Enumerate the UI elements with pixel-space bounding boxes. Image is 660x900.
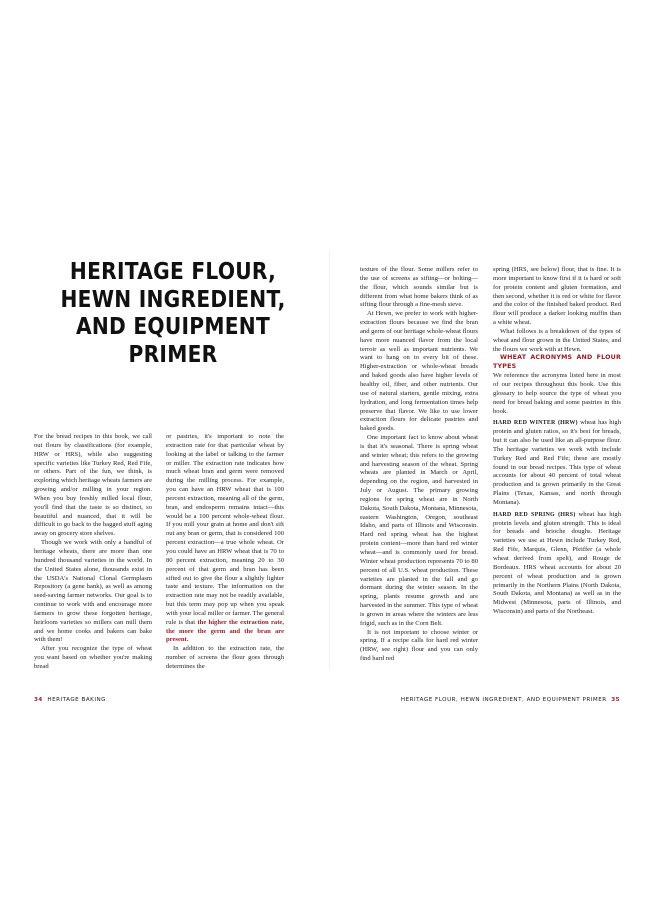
body-column-1 — [34, 433, 152, 681]
section-subhead: WHEAT ACRONYMS AND FLOUR TYPES — [493, 354, 621, 371]
paragraph: spring (HRS, see below) flour, that is fine. It is more important to know first if it is hard or soft for protein content and gluten formation, and then second, whether it is red or white for flavor and the color of the finished baked product. Red flour will produce a darker looking muffin than a white wheat. — [493, 266, 621, 327]
title-line: PRIMER — [128, 339, 218, 368]
glossary-entry-hrw — [493, 419, 621, 507]
page-number: 34 — [34, 697, 43, 703]
paragraph: At Hewn, we prefer to work with higher-extraction flours because we find the bran and germ of our heritage whole-wheat flours have more nuanced flavor from the local terroir as well as important nutrients. We want to hang on to every bit of these. Higher-extraction or whole-wheat breads and baked goods also have higher levels of healthy oil, fiber, and other nutrients. Our use of natural starters, gentle mixing, extra hydration, and long fermentation times help preserve that flavor. We like to use lower extraction flours for delicate pastries and baked goods. — [360, 310, 478, 433]
paragraph — [166, 433, 284, 645]
running-head: HERITAGE FLOUR, HEWN INGREDIENT, AND EQUIPMENT PRIMER — [400, 697, 607, 703]
glossary-text: wheat has high protein levels and gluten strength. This is ideal for breads and brioche doughs. Heritage varieties we use at Hewn include Turkey Red, Red Fife, Marquis, Glenn, Pfeiffer (a whole wheat derived from spelt), and Rouge de Bordeaux. HRS wheat accounts for about 20 percent of wheat production and is grown primarily in the Northern Plains (North Dakota, South Dakota, and Montana) as well as in the Midwest (Minnesota, parts of Illinois, and Wisconsin) and parts of the Northeast. — [493, 510, 621, 616]
title-line: AND EQUIPMENT — [75, 312, 271, 340]
body-column-4 — [493, 266, 621, 681]
title-line: HERITAGE FLOUR, — [69, 257, 277, 285]
paragraph: What follows is a breakdown of the types of wheat and flour grown in the United States, and the flours we work with at Hewn. — [493, 327, 621, 353]
paragraph: Though we work with only a handful of heritage wheats, there are more than one hundred thousand varieties in the world. In the United States alone, thousands exist in the USDA's National Clonal Germplasm Repository (a gene bank), as well as among seed-saving farmer networks. Our goal is to continue to work with and encourage more farmers to grow these forgotten heritage, heirloom varieties so millers can mill them and we home cooks and bakers can bake with them! — [34, 539, 152, 644]
highlighted-rule: the higher the extraction rate, the more the germ and the bran are present. — [166, 618, 284, 644]
paragraph: After you recognize the type of wheat you want based on whether you're making bread — [34, 645, 152, 670]
paragraph: texture of the flour. Some millers refer to the use of screens as sifting—or bolting—the flour, which sounds similar but is different from what home bakers think of as sifting flour through a fine-mesh sieve. — [360, 266, 478, 309]
paragraph: It is not important to choose winter or spring. If a recipe calls for hard red winter (HRW, see right) flour and you can only find hard red — [360, 628, 478, 663]
body-column-3 — [360, 266, 478, 681]
paragraph: We reference the acronyms listed here in most of our recipes throughout this book. Use this glossary to help source the type of wheat you need for bread baking and some pastries in this book. — [493, 372, 621, 415]
glossary-term: HARD RED SPRING (HRS) — [493, 511, 576, 518]
glossary-term: HARD RED WINTER (HRW) — [493, 420, 578, 427]
folio-left — [34, 697, 106, 703]
paragraph: For the bread recipes in this book, we call out flours by classifications (for example, HRW or HRS), while also suggesting specific varieties like Turkey Red, Red Fife, or others. Part of the fun, we think, is exploring which heritage wheats farmers are growing and/or milling in your region. When you buy freshly milled local flour, you'll find that the taste is so distinct, so beautiful and nuanced, that it will be difficult to go back to the bagged stuff aging away on grocery store shelves. — [34, 433, 152, 538]
title-line: HEWN INGREDIENT, — [60, 284, 286, 313]
paragraph: One important fact to know about wheat is that it's seasonal. There is spring wheat and winter wheat; this refers to the growing and harvesting season of the wheat. Spring wheats are planted in March or April, depending on the region, and harvested in July or August. The primary growing regions for spring wheat are in North Dakota, South Dakota, Montana, Minnesota, eastern Washington, Oregon, southeast Idaho, and parts of Illinois and Wisconsin. Hard red spring wheat has the highest protein content—more than hard red winter wheat—and is commonly used for bread. Winter wheat production represents 70 to 80 percent of all U.S. wheat production. These varieties are planted in the fall and go dormant during the winter season. In the spring, plants resume growth and are harvested in the summer. This type of wheat is grown in areas where the winters are less frigid, such as in the Corn Belt. — [360, 434, 478, 627]
folio-right — [401, 697, 620, 703]
paragraph: In addition to the extraction rate, the number of screens the flour goes through determines the — [166, 645, 284, 670]
glossary-entry-hrs — [493, 511, 621, 617]
glossary-text: wheat has high protein and gluten ratios, so it's best for breads, but it can also be used like an all-purpose flour. The heritage varieties we work with include Turkey Red and Red Fife; these are mostly found in our bread recipes. This type of wheat accounts for about 40 percent of total wheat production and is grown primarily in the Great Plains (Texas, Kansas, and north through Montana). — [493, 419, 621, 506]
paragraph-text: or pastries, it's important to note the extraction rate for that particular wheat by looking at the label or talking to the farmer or miller. The extraction rate indicates how much wheat bran and germ were removed during the milling process. For example, you can have an HRW wheat that is 100 percent extraction, meaning all of the germ, bran, and endosperm remains intact—this would be a 100 percent whole-wheat flour. If you mill your grain at home and don't sift out any bran or germ, that is considered 100 percent extraction—a true whole wheat. Or you could have an HRW wheat that is 70 to 80 percent extraction, meaning 20 to 30 percent of that germ and bran has been sifted out to give the flour a slightly lighter taste and texture. The information on the extraction rate may not be readily available, but this term may pop up when you speak with your local miller or farmer. The general rule is that — [166, 433, 284, 626]
running-head: HERITAGE BAKING — [47, 697, 106, 703]
page-number: 35 — [611, 697, 620, 703]
body-column-2 — [166, 433, 284, 681]
chapter-title — [48, 258, 297, 368]
